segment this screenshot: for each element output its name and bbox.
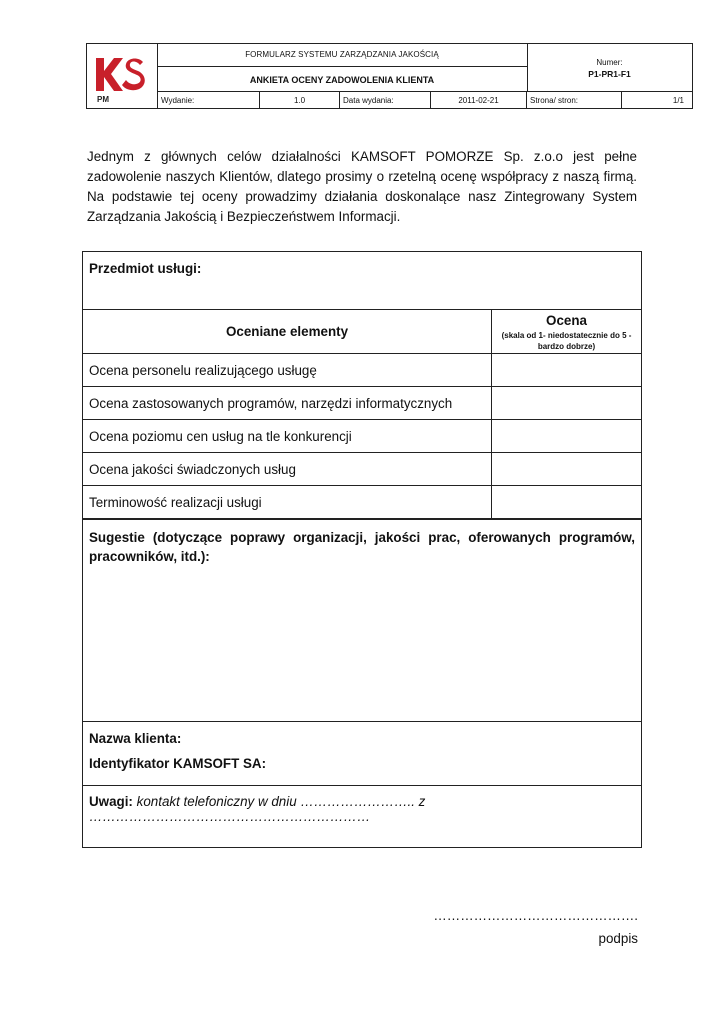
rating-input-cell[interactable]	[491, 387, 641, 420]
page-label: Strona/ stron:	[527, 92, 622, 109]
edition-value: 1.0	[260, 92, 340, 109]
survey-form	[82, 251, 642, 848]
suggestions-label: Sugestie (dotyczące poprawy organizacji, jakości prac, oferowanych programów, pracowników, itd.):	[89, 530, 635, 564]
table-row	[83, 453, 641, 486]
rating-header-cell	[491, 310, 641, 353]
number-label: Numer:	[596, 58, 623, 67]
table-row	[83, 486, 641, 520]
remarks-label: Uwagi:	[89, 794, 133, 809]
item-label: Ocena personelu realizującego usługę	[89, 363, 317, 378]
remarks-text: kontakt telefoniczny w dniu …………………….. z ………………………………………………………	[89, 794, 426, 824]
intro-paragraph: Jednym z głównych celów działalności KAMSOFT POMORZE Sp. z.o.o jest pełne zadowolenie naszych Klientów, dlatego prosimy o rzetelną ocenę współpracy z naszą firmą. Na podstawie tej oceny prowadzimy działania doskonalące nasz Zintegrowany System Zarządzania Jakością i Bezpieczeństwem Informacji.	[87, 149, 637, 224]
item-label: Ocena poziomu cen usług na tle konkurencji	[89, 429, 352, 444]
page-value: 1/1	[672, 96, 684, 105]
kamsoft-logo-icon	[87, 44, 157, 108]
date-value: 2011-02-21	[431, 92, 527, 109]
rating-header: Ocena	[546, 313, 587, 328]
client-id-label: Identyfikator KAMSOFT SA:	[89, 756, 267, 771]
logo	[87, 44, 158, 108]
rating-scale: (skala od 1- niedostatecznie do 5 - bardzo dobrze)	[501, 331, 632, 351]
number-value: P1-PR1-F1	[588, 69, 631, 79]
suggestions-field[interactable]	[83, 520, 641, 722]
edition-label: Wydanie:	[157, 92, 260, 109]
item-label: Ocena zastosowanych programów, narzędzi informatycznych	[89, 396, 453, 411]
service-subject-label: Przedmiot usługi:	[89, 261, 202, 276]
rating-input-cell[interactable]	[491, 354, 641, 387]
rating-input-cell[interactable]	[491, 420, 641, 453]
document-header	[86, 43, 693, 109]
system-title: FORMULARZ SYSTEMU ZARZĄDZANIA JAKOŚCIĄ	[157, 44, 527, 67]
signature-line: ……………………………………….	[433, 908, 638, 923]
rating-input-cell[interactable]	[491, 453, 641, 486]
signature-label: podpis	[598, 931, 638, 946]
date-label: Data wydania:	[340, 92, 431, 109]
service-subject-field[interactable]	[83, 252, 641, 310]
logo-sub-text: PM	[97, 95, 109, 104]
client-name-label: Nazwa klienta:	[89, 731, 182, 746]
item-label: Terminowość realizacji usługi	[89, 495, 262, 510]
document-meta-row	[157, 91, 692, 109]
rating-table-header	[83, 310, 641, 354]
table-row	[83, 354, 641, 387]
remarks-field[interactable]	[89, 794, 641, 824]
document-number	[527, 44, 692, 91]
form-title: ANKIETA OCENY ZADOWOLENIA KLIENTA	[249, 75, 435, 85]
table-row	[83, 387, 641, 420]
rating-input-cell[interactable]	[491, 486, 641, 519]
client-info-section	[83, 722, 641, 786]
elements-header: Oceniane elementy	[225, 324, 349, 339]
item-label: Ocena jakości świadczonych usług	[89, 462, 296, 477]
table-row	[83, 420, 641, 453]
